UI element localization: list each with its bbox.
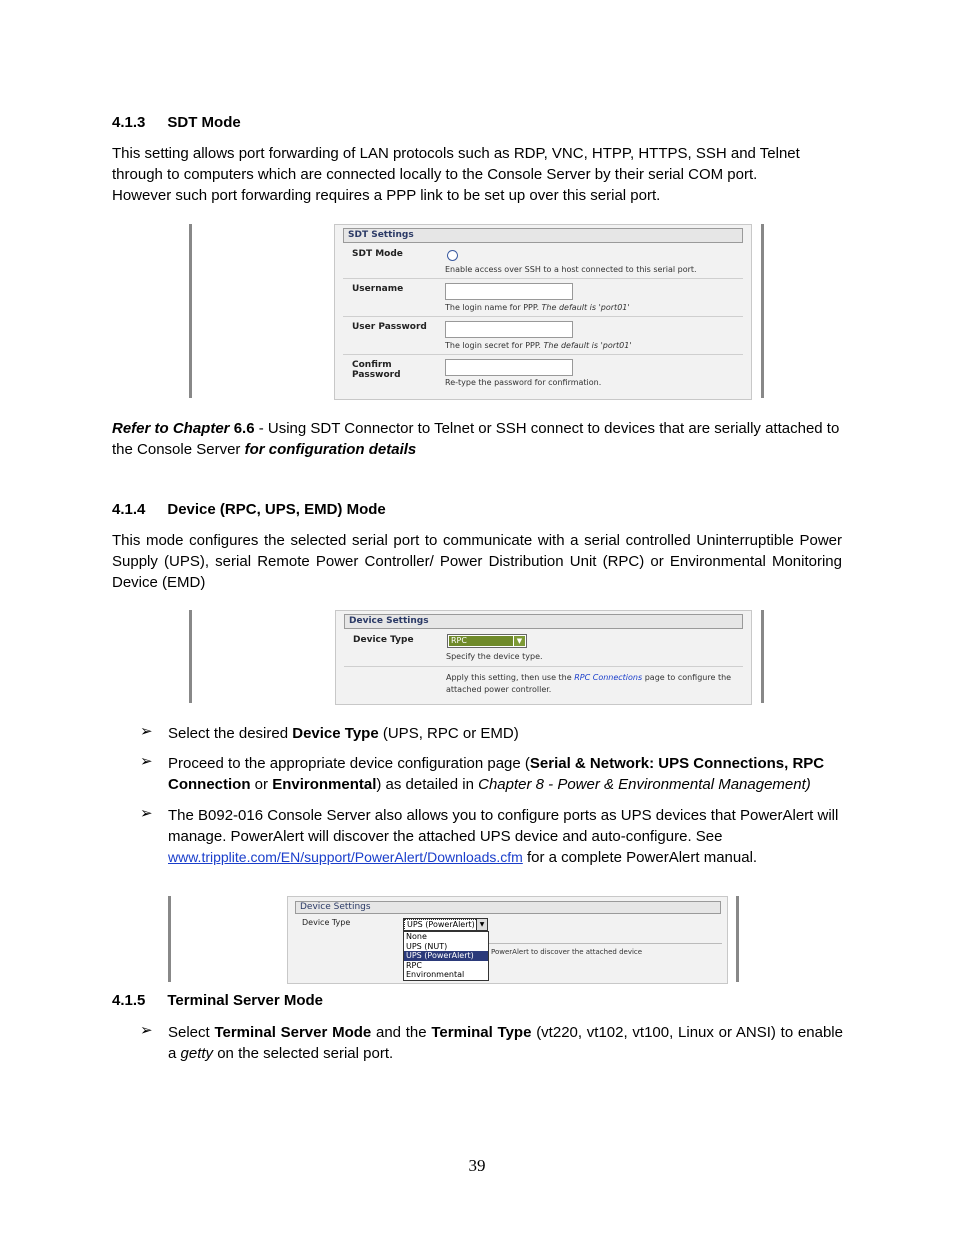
chapter-reference: Refer to Chapter 6.6 - Using SDT Connector to Telnet or SSH connect to devices that are serially attached to the Console Server for configuration details (112, 420, 840, 458)
panel-header: Device Settings (344, 614, 743, 629)
row-divider (343, 316, 743, 317)
field-label: SDT Mode (352, 249, 403, 259)
option-ups-poweralert[interactable]: UPS (PowerAlert) (404, 951, 488, 961)
bullet-arrow-icon: ➢ (140, 1022, 153, 1039)
select-value: UPS (PowerAlert) (407, 920, 475, 929)
row-divider (344, 666, 743, 667)
bullet-arrow-icon: ➢ (140, 723, 153, 740)
bullet-arrow-icon: ➢ (140, 753, 153, 770)
confirm-password-input[interactable] (445, 359, 573, 376)
panel-header: SDT Settings (343, 228, 743, 243)
bullet-poweralert: The B092-016 Console Server also allows you to configure ports as UPS devices that PowerAlert will manage. PowerAlert will discover the attached UPS device and auto-configure. See www.tripplite.com/EN/support/PowerAlert/Downloads.cfm for a complete PowerAlert manual. (168, 807, 839, 866)
bullet-device-type: Select the desired Device Type (UPS, RPC or EMD) (168, 725, 519, 742)
section-heading-415: 4.1.5 Terminal Server Mode (112, 992, 323, 1009)
poweralert-downloads-link[interactable]: www.tripplite.com/EN/support/PowerAlert/Downloads.cfm (168, 849, 523, 865)
page-number: 39 (468, 1156, 486, 1175)
device-type-select[interactable] (447, 634, 527, 648)
section-414-paragraph: This mode configures the selected serial port to communicate with a serial controlled Uninterruptible Power Supply (UPS), serial Remote Power Controller/ Power Distribution Unit (RPC) or Environmental Monitoring Device (EMD) (112, 532, 842, 591)
row-divider (484, 943, 722, 944)
screenshot-right-border (761, 224, 764, 398)
field-label: Device Type (353, 635, 414, 645)
sdt-mode-radio[interactable] (447, 250, 458, 261)
row-divider (343, 278, 743, 279)
field-hint: Enable access over SSH to a host connected to this serial port. (445, 265, 697, 274)
rpc-connections-link[interactable]: RPC Connections (574, 673, 643, 682)
bullet-terminal-server: Select Terminal Server Mode and the Terminal Type (vt220, vt102, vt100, Linux or ANSI) to enable a getty on the selected serial port. (168, 1024, 843, 1062)
username-input[interactable] (445, 283, 573, 300)
apply-note: Apply this setting, then use the RPC Connections page to configure the attached power controller. (446, 673, 732, 694)
device-settings-panel (335, 610, 752, 705)
device-type-options (403, 931, 489, 981)
field-hint: The login name for PPP. The default is 'port01' (445, 303, 630, 312)
row-divider (343, 354, 743, 355)
device-type-select[interactable] (403, 918, 488, 931)
field-hint: Re-type the password for confirmation. (445, 378, 602, 387)
chevron-down-icon: ▼ (476, 919, 487, 930)
panel-header: Device Settings (295, 901, 721, 914)
bullet-arrow-icon: ➢ (140, 805, 153, 822)
field-label: Device Type (302, 918, 351, 927)
ups-device-settings-panel (287, 896, 728, 984)
screenshot-right-border (761, 610, 764, 703)
field-hint: PowerAlert to discover the attached device (491, 948, 643, 956)
screenshot-left-border (189, 224, 192, 398)
field-hint: The login secret for PPP. The default is 'port01' (445, 341, 632, 350)
screenshot-left-border (189, 610, 192, 703)
user-password-input[interactable] (445, 321, 573, 338)
bullet-config-page: Proceed to the appropriate device configuration page (Serial & Network: UPS Connections, RPC Connection or Environmental) as detailed in Chapter 8 - Power & Environmental Management) (168, 755, 825, 793)
chevron-down-icon: ▼ (514, 636, 525, 646)
section-heading-413: 4.1.3 SDT Mode (112, 114, 241, 131)
screenshot-left-border (168, 896, 171, 982)
option-none[interactable]: None (406, 932, 427, 941)
field-label: Username (352, 284, 404, 294)
field-label: User Password (352, 322, 427, 332)
section-heading-414: 4.1.4 Device (RPC, UPS, EMD) Mode (112, 501, 386, 518)
option-ups-nut[interactable]: UPS (NUT) (406, 941, 448, 951)
option-rpc[interactable]: RPC (406, 960, 422, 970)
screenshot-right-border (736, 896, 739, 982)
field-hint: Specify the device type. (446, 652, 543, 661)
field-label: Confirm Password (352, 360, 401, 380)
select-value: RPC (449, 636, 513, 646)
option-environmental[interactable]: Environmental (406, 970, 465, 979)
section-413-paragraph: This setting allows port forwarding of LAN protocols such as RDP, VNC, HTPP, HTTPS, SSH and Telnet through to computers which are connected locally to the Console Server by their serial COM port. However such port forwarding requires a PPP link to be set up over this serial port. (112, 145, 800, 204)
sdt-settings-panel (334, 224, 752, 400)
